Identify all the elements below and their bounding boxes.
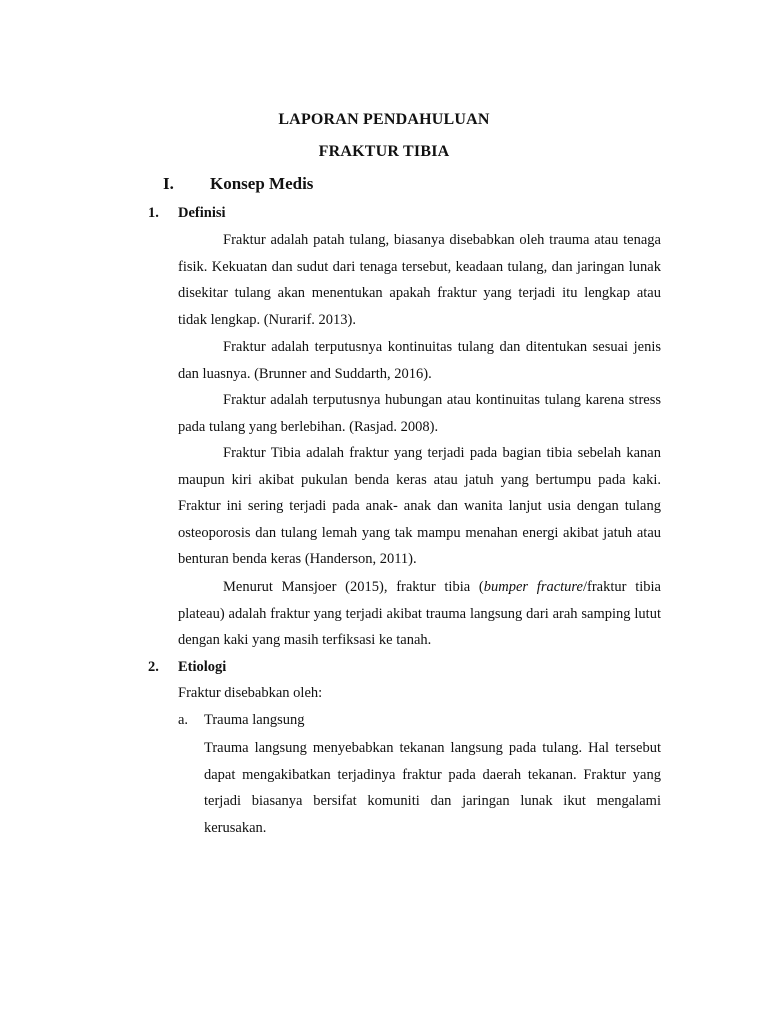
section-number: 2. bbox=[148, 659, 159, 675]
section-heading-definisi bbox=[148, 205, 226, 222]
paragraph-text: /fraktur tibia plateau) adalah fraktur yang terjadi akibat trauma langsung dari arah samping lutut dengan kaki yang masih terfiksasi ke tanah. bbox=[178, 579, 661, 649]
paragraph-definisi-4: Fraktur Tibia adalah fraktur yang terjadi pada bagian tibia sebelah kanan maupun kiri akibat pukulan benda keras atau jatuh yang bertumpu pada kaki. Fraktur ini sering terjadi pada anak- anak dan wanita lanjut usia dengan tulang osteoporosis dan tulang lemah yang tak mampu menahan energi akibat jatuh atau benturan benda keras (Handerson, 2011). bbox=[178, 445, 661, 568]
chapter-number: I. bbox=[163, 174, 174, 193]
section-heading-etiologi bbox=[148, 659, 226, 676]
italic-term: bumper fracture bbox=[483, 579, 583, 595]
paragraph-definisi-3: Fraktur adalah terputusnya hubungan atau kontinuitas tulang karena stress pada tulang yang berlebihan. (Rasjad. 2008). bbox=[178, 392, 661, 435]
section-title: Etiologi bbox=[178, 659, 227, 675]
document-title: LAPORAN PENDAHULUAN bbox=[278, 111, 490, 128]
chapter-title: Konsep Medis bbox=[210, 174, 314, 193]
paragraph-definisi-5 bbox=[178, 574, 661, 654]
paragraph-text: Menurut Mansjoer (2015), fraktur tibia ( bbox=[223, 579, 484, 595]
etiologi-intro: Fraktur disebabkan oleh: bbox=[178, 685, 323, 701]
list-item-marker: a. bbox=[178, 712, 189, 728]
section-title: Definisi bbox=[178, 205, 226, 221]
list-item-title: Trauma langsung bbox=[204, 712, 305, 728]
document-subtitle: FRAKTUR TIBIA bbox=[318, 143, 450, 160]
section-number: 1. bbox=[148, 205, 159, 221]
paragraph-trauma-langsung: Trauma langsung menyebabkan tekanan langsung pada tulang. Hal tersebut dapat mengakibatkan terjadinya fraktur pada daerah tekanan. Fraktur yang terjadi biasanya bersifat komuniti dan jaringan lunak ikut mengalami kerusakan. bbox=[204, 740, 661, 836]
paragraph-definisi-2: Fraktur adalah terputusnya kontinuitas tulang dan ditentukan sesuai jenis dan luasnya. (Brunner and Suddarth, 2016). bbox=[178, 339, 661, 382]
paragraph-definisi-1: Fraktur adalah patah tulang, biasanya disebabkan oleh trauma atau tenaga fisik. Kekuatan dan sudut dari tenaga tersebut, keadaan tulang, dan jaringan lunak disekitar tulang akan menentukan apakah fraktur yang terjadi itu lengkap atau tidak lengkap. (Nurarif. 2013). bbox=[178, 232, 661, 328]
